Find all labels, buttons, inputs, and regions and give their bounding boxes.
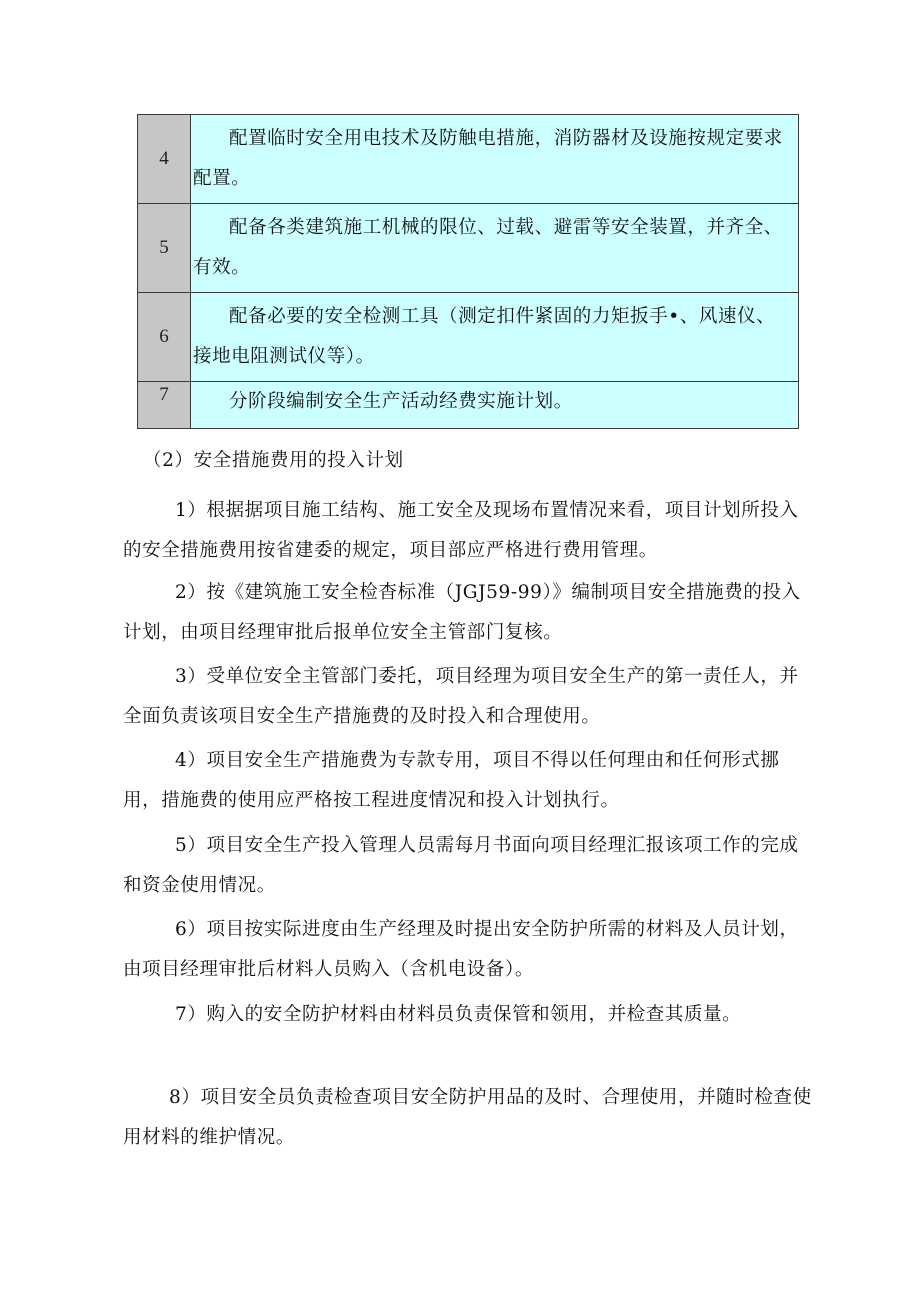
row-number: 6: [138, 293, 191, 382]
table-row: [138, 115, 799, 204]
paragraph-6: 6）项目按实际进度由生产经理及时提出安全防护所需的材料及人员计划，由项目经理审批后材料人员购入（含机电设备）。: [123, 919, 799, 980]
paragraph-7: 7）购入的安全防护材料由材料员负责保管和领用，并检查其质量。: [175, 1004, 742, 1025]
row-text: 配置临时安全用电技术及防触电措施，消防器材及设施按规定要求配置。: [191, 115, 799, 204]
row-number: 7: [138, 382, 191, 429]
safety-measures-table: [137, 114, 799, 429]
table-row: [138, 293, 799, 382]
row-text: 配备各类建筑施工机械的限位、过载、避雷等安全装置，并齐全、有效。: [191, 204, 799, 293]
paragraph-4: 4）项目安全生产措施费为专款专用，项目不得以任何理由和任何形式挪用，措施费的使用应严格按工程进度情况和投入计划执行。: [123, 750, 780, 811]
row-text: 分阶段编制安全生产活动经费实施计划。: [191, 382, 799, 429]
table-row: [138, 382, 799, 429]
row-text: 配备必要的安全检测工具（测定扣件紧固的力矩扳手•、风速仪、接地电阻测试仪等）。: [191, 293, 799, 382]
paragraph-1: 1）根据据项目施工结构、施工安全及现场布置情况来看，项目计划所投入的安全措施费用按省建委的规定，项目部应严格进行费用管理。: [123, 500, 799, 561]
row-number: 4: [138, 115, 191, 204]
table-row: [138, 204, 799, 293]
paragraph-5: 5）项目安全生产投入管理人员需每月书面向项目经理汇报该项工作的完成和资金使用情况。: [123, 835, 799, 896]
paragraph-2: 2）按《建筑施工安全检杳标准（JGJ59-99）》编制项目安全措施费的投入计划，由项目经理审批后报单位安全主管部门复核。: [123, 582, 801, 643]
paragraph-8: 8）项目安全员负责检查项目安全防护用品的及时、合理使用，并随时检查使用材料的维护情况。: [123, 1087, 812, 1148]
paragraph-3: 3）受单位安全主管部门委托，项目经理为项目安全生产的第一责任人，并全面负责该项目安全生产措施费的及时投入和合理使用。: [123, 666, 799, 727]
row-number: 5: [138, 204, 191, 293]
section-heading: （2）安全措施费用的投入计划: [143, 450, 404, 471]
